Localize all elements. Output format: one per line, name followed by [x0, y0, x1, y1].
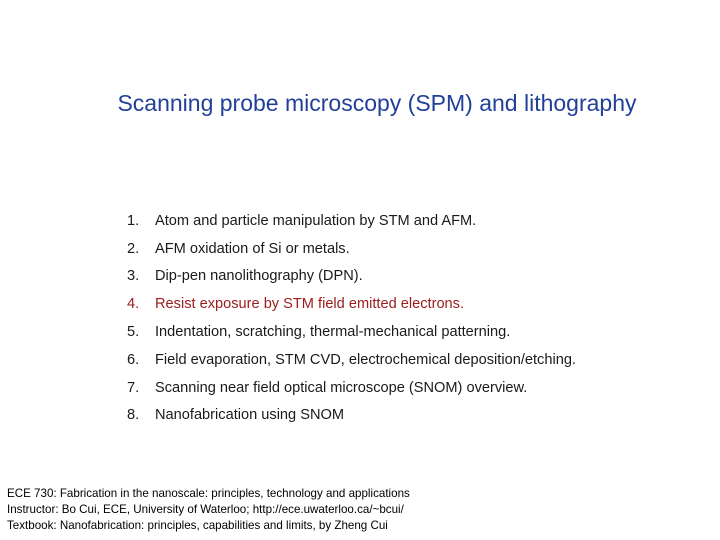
slide-title: Scanning probe microscopy (SPM) and lithography — [117, 90, 637, 116]
footer-course: ECE 730: Fabrication in the nanoscale: principles, technology and applications — [7, 487, 410, 500]
list-item — [127, 318, 576, 346]
list-item — [127, 374, 576, 402]
item-text: Resist exposure by STM field emitted electrons. — [155, 296, 465, 313]
item-text: Nanofabrication using SNOM — [155, 407, 344, 424]
item-number: 6. — [127, 351, 140, 368]
item-text: Scanning near field optical microscope (SNOM) overview. — [155, 379, 528, 396]
list-item-highlighted — [127, 290, 576, 318]
topic-list — [127, 207, 576, 429]
list-item — [127, 402, 576, 430]
item-number: 3. — [127, 268, 140, 285]
list-item — [127, 346, 576, 374]
item-number: 8. — [127, 407, 140, 424]
item-text: Dip-pen nanolithography (DPN). — [155, 268, 363, 285]
item-number: 5. — [127, 324, 140, 341]
item-number: 7. — [127, 379, 140, 396]
item-text: Atom and particle manipulation by STM and AFM. — [155, 212, 477, 229]
footer-textbook: Textbook: Nanofabrication: principles, capabilities and limits, by Zheng Cui — [7, 519, 388, 532]
item-number: 1. — [127, 212, 140, 229]
list-item — [127, 207, 576, 235]
item-text: Field evaporation, STM CVD, electrochemical deposition/etching. — [155, 351, 576, 368]
item-text: Indentation, scratching, thermal-mechanical patterning. — [155, 324, 511, 341]
item-number: 4. — [127, 296, 140, 313]
list-item — [127, 235, 576, 263]
list-item — [127, 263, 576, 291]
item-text: AFM oxidation of Si or metals. — [155, 240, 350, 257]
footer-instructor: Instructor: Bo Cui, ECE, University of Waterloo; http://ece.uwaterloo.ca/~bcui/ — [7, 503, 404, 516]
course-footer — [7, 486, 410, 534]
item-number: 2. — [127, 240, 140, 257]
